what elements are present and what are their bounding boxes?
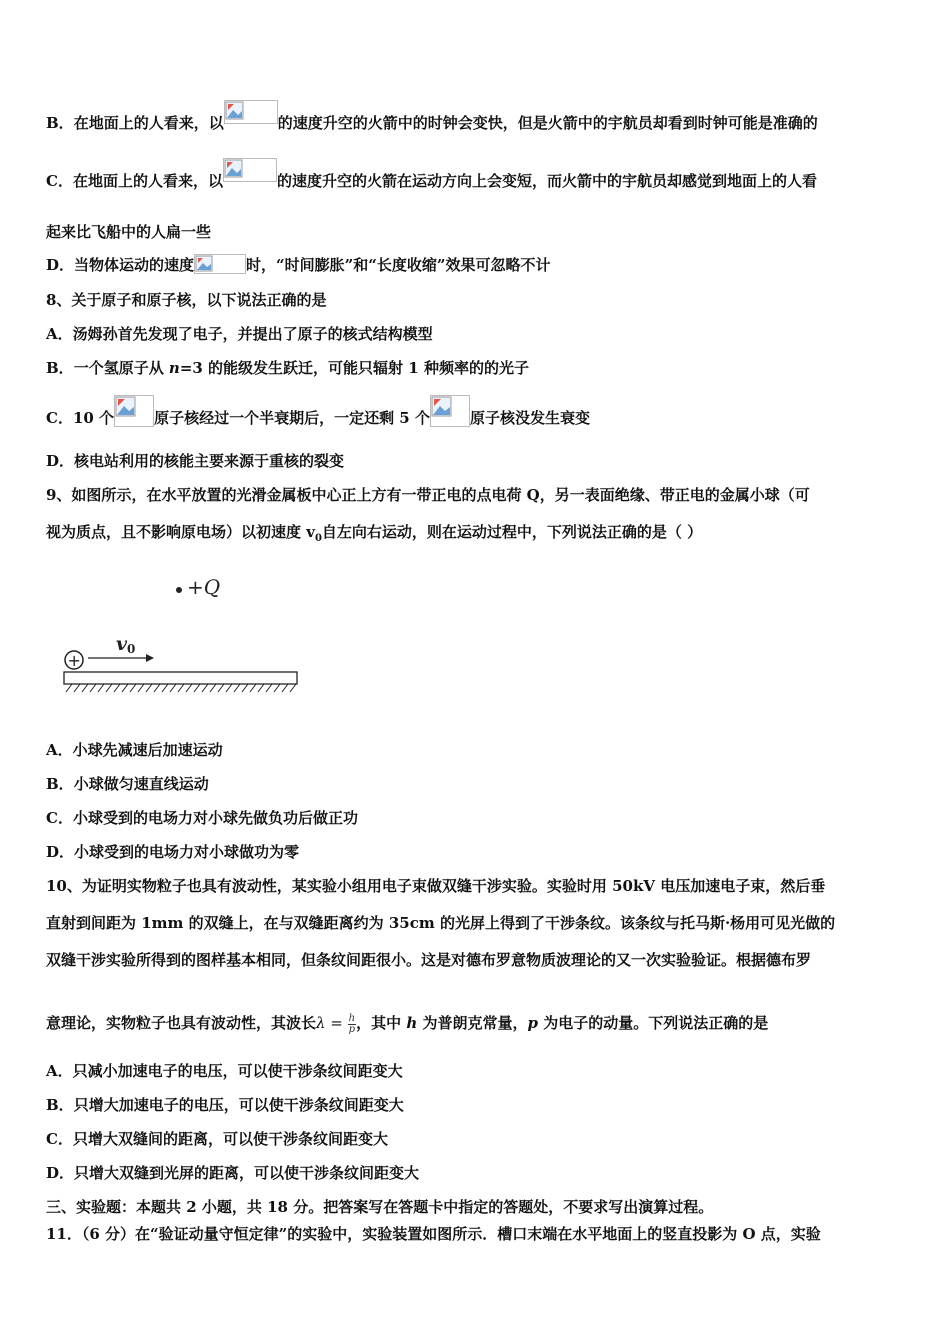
q9-option-a — [46, 739, 223, 761]
q10-option-d — [46, 1162, 419, 1184]
section-heading: 三、实验题：本题共 2 小题，共 18 分。把答案写在答题卡中指定的答题处，不要求写出演算过程。 — [46, 1198, 714, 1216]
q7-option-d — [46, 254, 551, 276]
option-text: 核电站利用的核能主要来源于重核的裂变 — [74, 452, 345, 470]
stem-text: 意理论，实物粒子也具有波动性，其波长 — [46, 1014, 317, 1032]
option-text-end: 原子核没发生衰变 — [469, 409, 590, 427]
option-label: B． — [46, 1096, 74, 1114]
option-text-cont: 原子核经过一个半衰期后，一定还剩 5 个 — [154, 409, 430, 427]
option-label: C． — [46, 1130, 73, 1148]
option-text: 在地面上的人看来，以 — [72, 172, 223, 190]
option-text: 只减小加速电子的电压，可以使干涉条纹间距变大 — [72, 1062, 403, 1080]
q10-stem-line4 — [46, 1012, 768, 1035]
wavelength-formula — [316, 1012, 356, 1035]
q10-stem-line3: 双缝干涉实验所得到的图样基本相同，但条纹间距很小。这是对德布罗意物质波理论的又一次实验验证。根据德布罗 — [46, 951, 812, 969]
option-label: D． — [46, 843, 75, 861]
point-charge-dot — [176, 587, 182, 593]
fraction-denominator: p — [348, 1023, 356, 1035]
q7-option-b — [46, 112, 818, 136]
option-label: C． — [46, 409, 73, 427]
option-text: 在地面上的人看来，以 — [73, 114, 224, 132]
q11-stem: 11．（6 分）在“验证动量守恒定律”的实验中，实验装置如图所示．槽口末端在水平地面上的竖直投影为 O 点，实验 — [46, 1225, 821, 1243]
option-label: C． — [46, 809, 73, 827]
stem-text: 视为质点，且不影响原电场）以初速度 v — [46, 523, 315, 541]
broken-image-icon — [194, 254, 246, 274]
option-label: D． — [46, 1164, 75, 1182]
q10-option-a — [46, 1060, 403, 1082]
stem-text-cont: ，其中 — [356, 1014, 407, 1032]
option-text: 小球受到的电场力对小球做功为零 — [74, 843, 300, 861]
option-text: 只增大加速电子的电压，可以使干涉条纹间距变大 — [73, 1096, 404, 1114]
ball-symbol: + — [67, 651, 81, 670]
option-label: A． — [46, 325, 73, 343]
charge-label: +Q — [187, 575, 221, 599]
h-over-p-fraction — [348, 1014, 356, 1035]
option-text: 汤姆孙首先发现了电子，并提出了原子的核式结构模型 — [72, 325, 433, 343]
q10-stem-line1: 10、为证明实物粒子也具有波动性，某实验小组用电子束做双缝干涉实验。实验时用 50kV 电压加速电子束，然后垂 — [46, 877, 826, 895]
option-text-cont: =3 的能级发生跃迁，可能只辐射 1 种频率的的光子 — [179, 359, 529, 377]
h-symbol: h — [406, 1014, 418, 1032]
stem-text-cont: 自左向右运动，则在运动过程中，下列说法正确的是（ ） — [321, 523, 703, 541]
option-label: B． — [46, 114, 74, 132]
option-label: D． — [46, 256, 75, 274]
option-label: B． — [46, 359, 74, 377]
option-label: A． — [46, 1062, 73, 1080]
q8-option-a — [46, 323, 433, 345]
fraction-numerator: h — [348, 1012, 356, 1024]
q7-option-c-cont: 起来比飞船中的人扁一些 — [46, 223, 212, 241]
option-text: 只增大双缝间的距离，可以使干涉条纹间距变大 — [72, 1130, 388, 1148]
broken-image-icon — [114, 395, 154, 427]
q10-stem-line2: 直射到间距为 1mm 的双缝上，在与双缝距离约为 35cm 的光屏上得到了干涉条纹。该条纹与托马斯·杨用可见光做的 — [46, 914, 836, 932]
option-text-cont: 的速度升空的火箭在运动方向上会变短，而火箭中的宇航员却感觉到地面上的人看 — [276, 172, 817, 190]
option-text: 一个氢原子从 — [73, 359, 169, 377]
option-text: 只增大双缝到光屏的距离，可以使干涉条纹间距变大 — [74, 1164, 420, 1182]
velocity-subscript: 0 — [127, 642, 136, 656]
ground-hatching — [66, 684, 296, 692]
option-text-cont: 的速度升空的火箭中的时钟会变快，但是火箭中的宇航员却看到时钟可能是准确的 — [277, 114, 818, 132]
broken-image-icon — [223, 158, 277, 182]
q7-option-c — [46, 170, 817, 194]
q9-option-c — [46, 807, 358, 829]
q8-stem: 8、关于原子和原子核，以下说法正确的是 — [46, 291, 327, 309]
option-text: 10 个 — [72, 409, 115, 427]
option-text: 小球先减速后加速运动 — [72, 741, 223, 759]
stem-text-cont2: 为普朗克常量， — [417, 1014, 528, 1032]
option-label: C． — [46, 172, 73, 190]
option-label: A． — [46, 741, 73, 759]
q8-option-b — [46, 357, 529, 379]
broken-image-icon — [430, 395, 470, 427]
q9-option-b — [46, 773, 209, 795]
q10-option-b — [46, 1094, 404, 1116]
velocity-symbol: v — [116, 633, 128, 655]
velocity-arrowhead — [146, 654, 154, 662]
q8-option-d — [46, 450, 344, 472]
subscript: 0 — [314, 533, 322, 544]
p-symbol: p — [527, 1014, 538, 1032]
q8-option-c — [46, 403, 590, 435]
option-text: 当物体运动的速度 — [74, 256, 195, 274]
q9-stem-line2 — [46, 521, 702, 550]
q10-option-c — [46, 1128, 388, 1150]
option-text-cont: 时，“时间膨胀”和“长度收缩”效果可忽略不计 — [246, 256, 551, 274]
metal-plate — [64, 672, 297, 684]
option-label: D． — [46, 452, 75, 470]
q9-option-d — [46, 841, 299, 863]
equals-sign: = — [325, 1014, 348, 1032]
n-symbol: n — [168, 359, 180, 377]
option-label: B． — [46, 775, 74, 793]
option-text: 小球做匀速直线运动 — [73, 775, 209, 793]
stem-text-end: 为电子的动量。下列说法正确的是 — [537, 1014, 769, 1032]
option-text: 小球受到的电场力对小球先做负功后做正功 — [72, 809, 358, 827]
q9-figure — [56, 562, 306, 702]
broken-image-icon — [224, 100, 278, 124]
lambda-symbol: λ — [316, 1014, 326, 1032]
velocity-label — [116, 633, 135, 656]
q9-stem-line1: 9、如图所示，在水平放置的光滑金属板中心正上方有一带正电的点电荷 Q，另一表面绝缘、带正电的金属小球（可 — [46, 486, 810, 504]
